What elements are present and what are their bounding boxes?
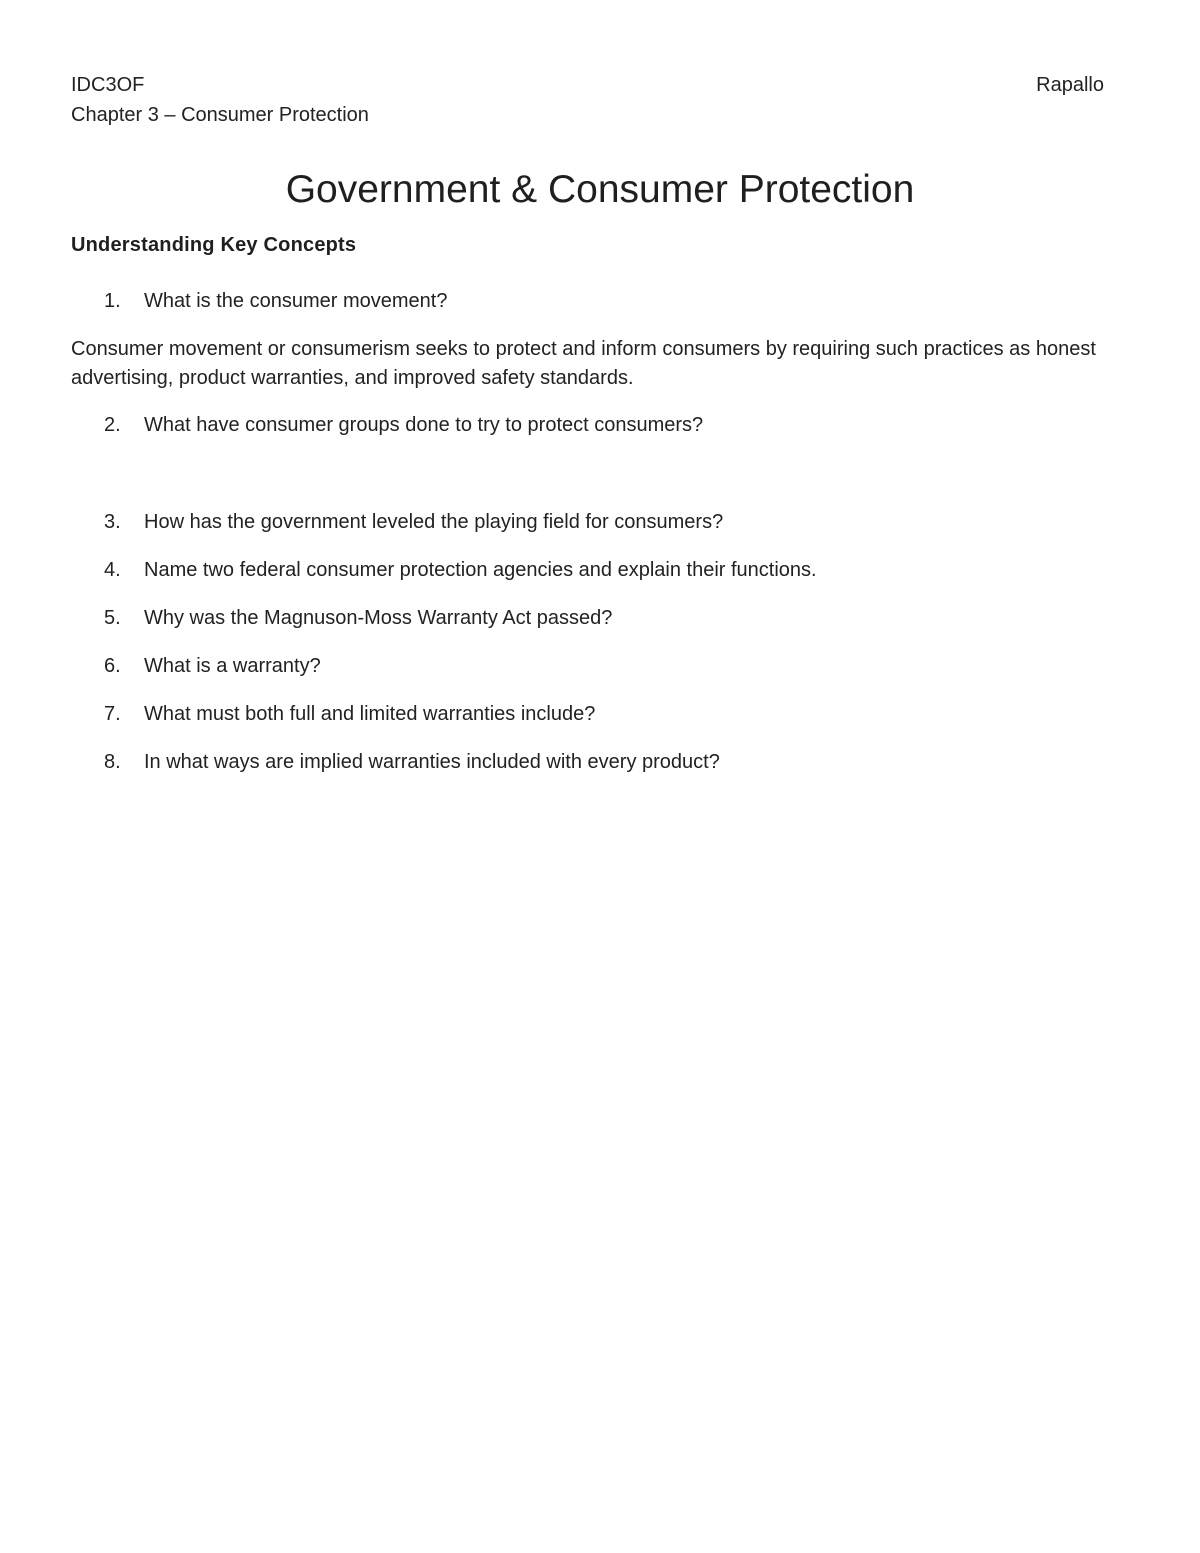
question-6	[100, 652, 321, 680]
question-text: What have consumer groups done to try to protect consumers?	[144, 414, 704, 436]
question-text: In what ways are implied warranties included with every product?	[144, 751, 720, 773]
question-number: 8.	[104, 751, 121, 773]
question-number: 4.	[104, 559, 121, 581]
question-4	[100, 556, 817, 584]
question-3	[100, 508, 723, 536]
section-heading: Understanding Key Concepts	[71, 234, 357, 256]
question-text: What is a warranty?	[144, 655, 321, 677]
question-text: What is the consumer movement?	[144, 290, 448, 312]
question-number: 5.	[104, 607, 121, 629]
question-number: 6.	[104, 655, 121, 677]
course-code: IDC3OF	[71, 74, 145, 96]
question-8	[100, 748, 720, 776]
author-name: Rapallo	[1036, 74, 1104, 96]
question-text: Name two federal consumer protection agencies and explain their functions.	[144, 559, 817, 581]
question-7	[100, 700, 595, 728]
page-header	[71, 70, 1104, 130]
question-number: 1.	[104, 290, 121, 312]
question-text: What must both full and limited warranties include?	[144, 703, 596, 725]
question-2	[100, 411, 703, 439]
question-number: 2.	[104, 414, 121, 436]
page-title: Government & Consumer Protection	[285, 168, 915, 211]
question-number: 3.	[104, 511, 121, 533]
chapter-label: Chapter 3 – Consumer Protection	[71, 104, 369, 126]
question-text: Why was the Magnuson-Moss Warranty Act passed?	[144, 607, 613, 629]
question-number: 7.	[104, 703, 121, 725]
question-5	[100, 604, 612, 632]
answer-1: Consumer movement or consumerism seeks to protect and inform consumers by requiring such practices as honest advertising, product warranties, and improved safety standards.	[71, 338, 1096, 389]
question-1	[100, 287, 447, 315]
question-text: How has the government leveled the playing field for consumers?	[144, 511, 724, 533]
